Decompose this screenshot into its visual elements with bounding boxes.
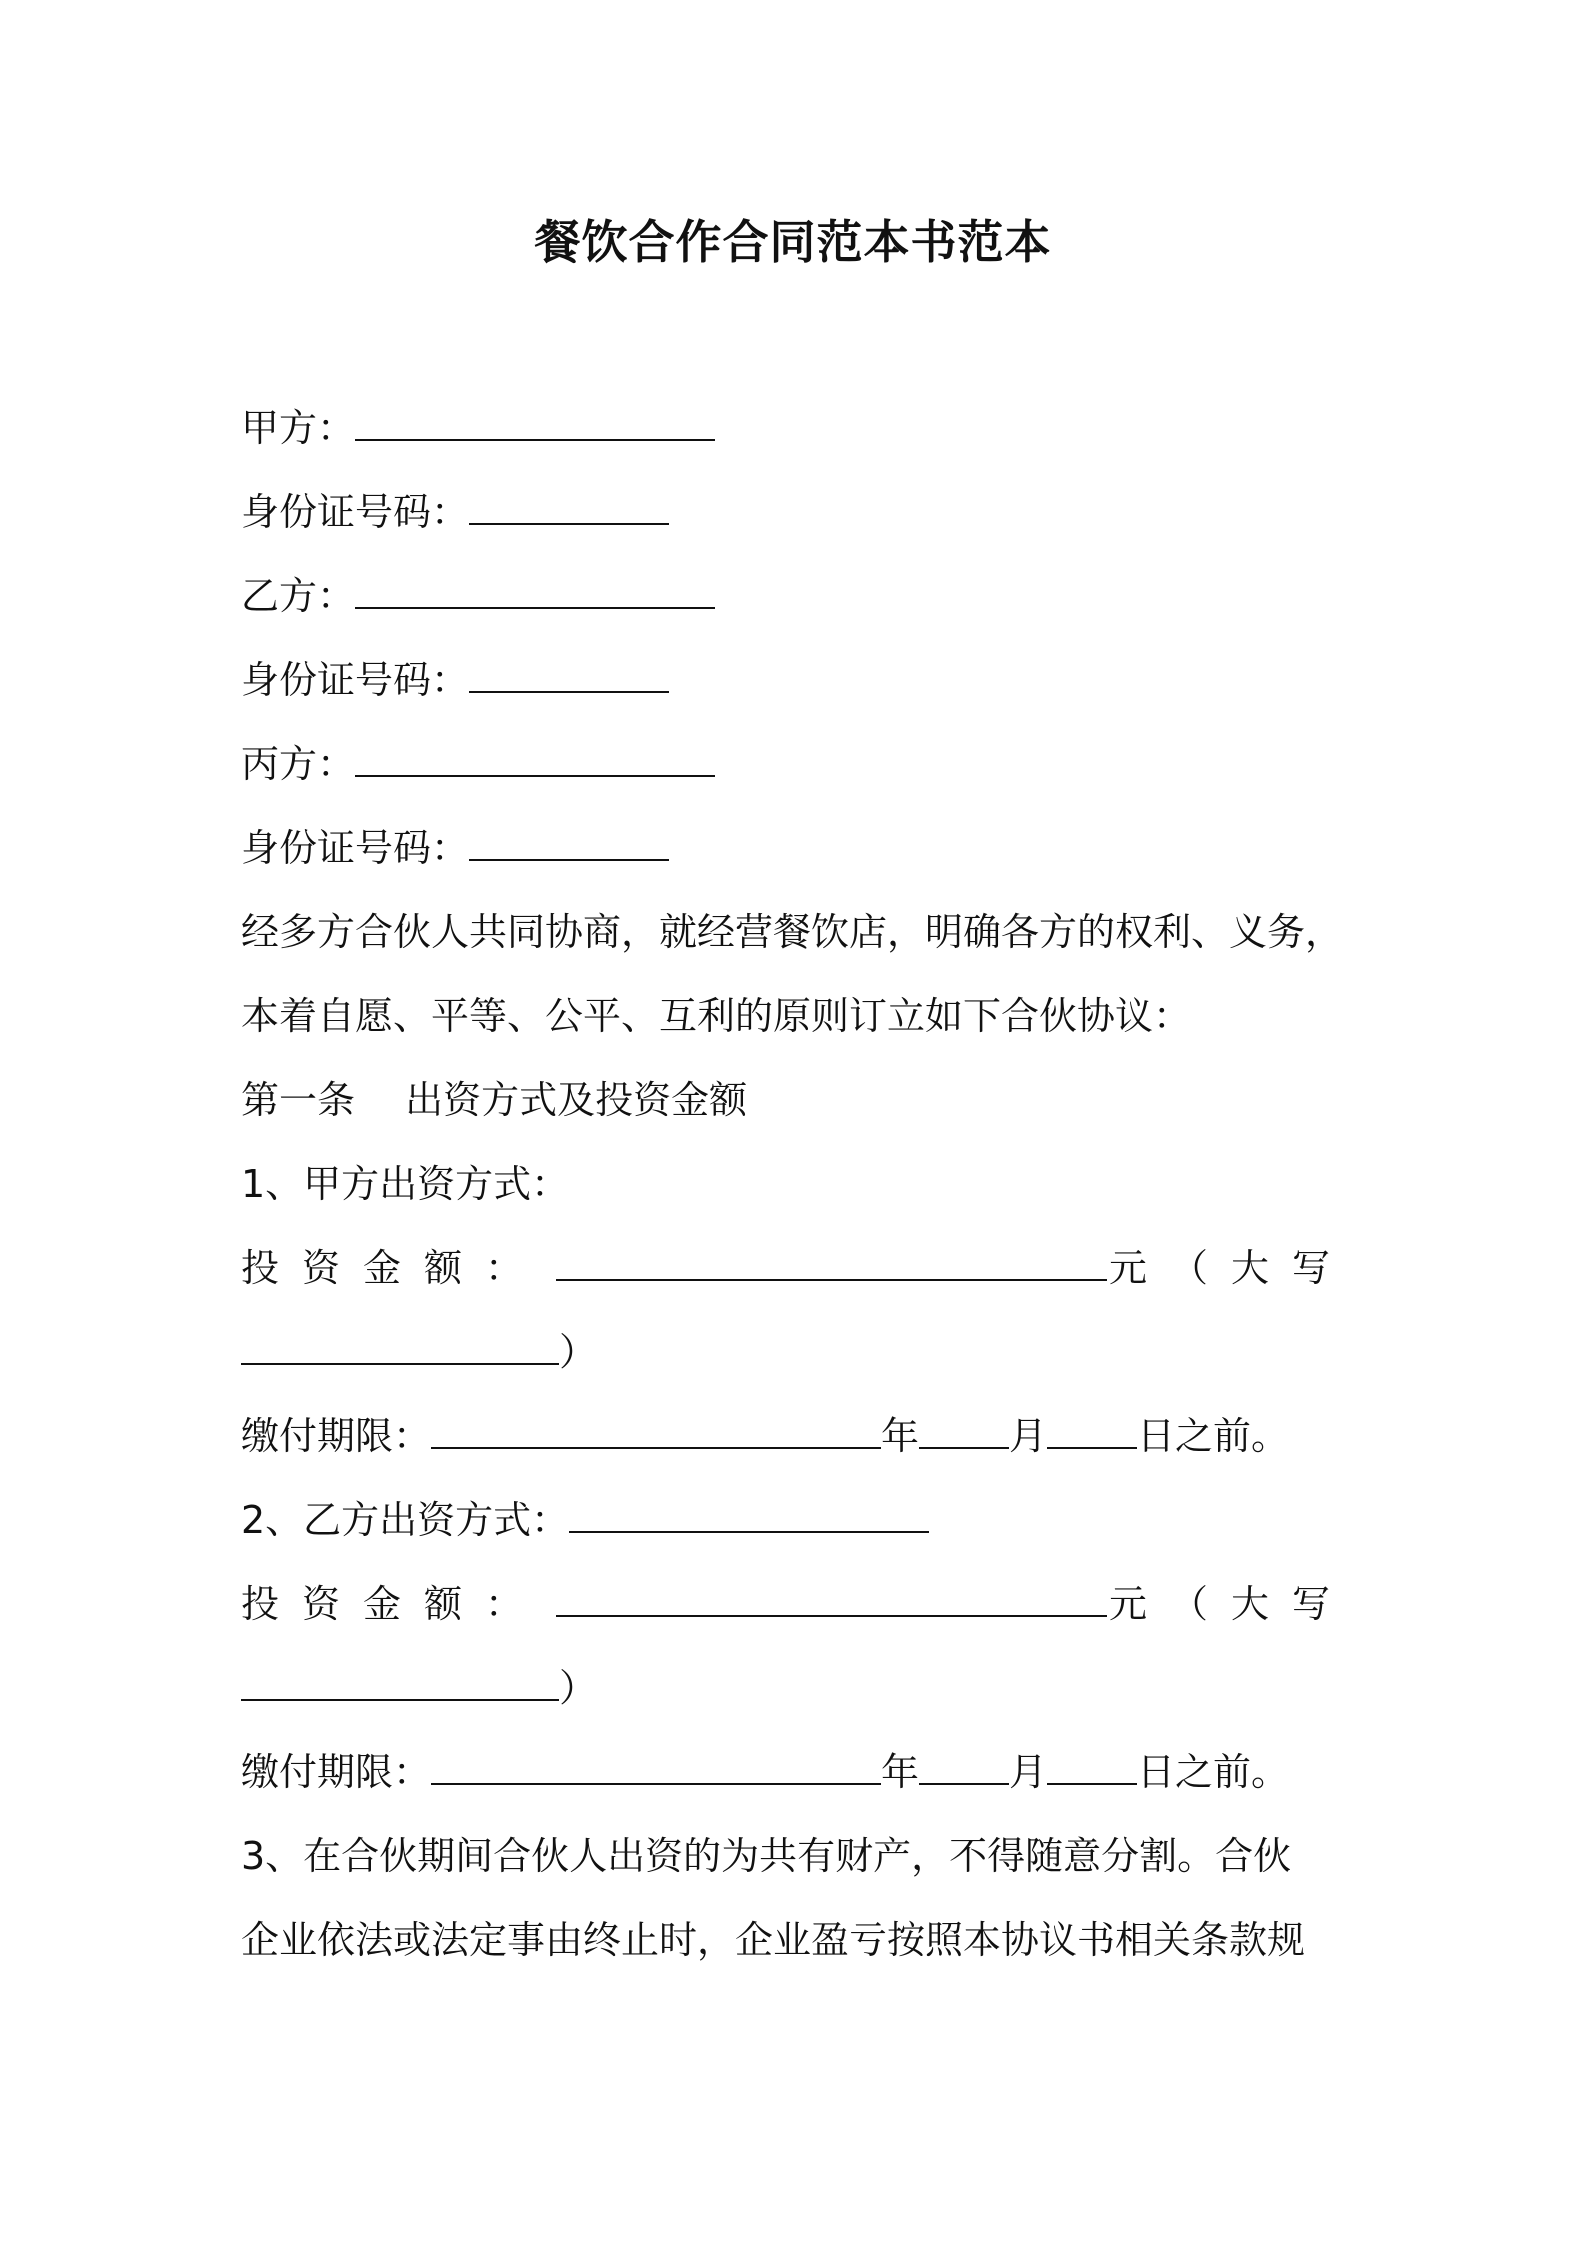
item2-month-blank[interactable] xyxy=(919,1747,1009,1785)
item2-amount-caps-blank[interactable] xyxy=(241,1663,559,1701)
item1-day: 日之前。 xyxy=(1137,1414,1290,1458)
item3-line-1: 3、在合伙期间合伙人出资的为共有财产，不得随意分割。合伙 xyxy=(241,1834,1292,1878)
item2-amount-blank[interactable] xyxy=(556,1579,1107,1617)
item2-month: 月 xyxy=(1009,1750,1048,1794)
item2-amount-close: ） xyxy=(559,1666,598,1710)
item1-deadline-label: 缴付期限： xyxy=(241,1414,432,1458)
party-a-blank[interactable] xyxy=(355,403,715,441)
item1-year: 年 xyxy=(881,1414,920,1458)
party-c-id-label: 身份证号码： xyxy=(241,826,470,870)
party-c-id-line xyxy=(241,823,669,873)
item1-year-blank[interactable] xyxy=(431,1411,881,1449)
item1-label: 1、甲方出资方式： xyxy=(241,1162,570,1206)
item1-month-blank[interactable] xyxy=(919,1411,1009,1449)
item2-amount-label: 投资金额： xyxy=(241,1582,547,1626)
item2-year: 年 xyxy=(881,1750,920,1794)
party-a-id-line xyxy=(241,487,669,537)
item1-amount-close: ） xyxy=(559,1330,598,1374)
intro-line-1: 经多方合伙人共同协商，就经营餐饮店，明确各方的权利、义务， xyxy=(241,910,1344,954)
item2-line xyxy=(241,1495,929,1545)
item1-amount-unit: 元（大写 xyxy=(1108,1246,1353,1290)
item2-day: 日之前。 xyxy=(1137,1750,1290,1794)
item1-amount-caps-blank[interactable] xyxy=(241,1327,559,1365)
item1-month: 月 xyxy=(1009,1414,1048,1458)
party-b-label: 乙方： xyxy=(241,574,356,618)
item2-amount-row xyxy=(241,1579,1353,1629)
party-b-id-line xyxy=(241,655,669,705)
party-b-line xyxy=(241,571,715,621)
party-c-line xyxy=(241,739,715,789)
item2-deadline-label: 缴付期限： xyxy=(241,1750,432,1794)
party-a-label: 甲方： xyxy=(241,406,356,450)
party-b-id-label: 身份证号码： xyxy=(241,658,470,702)
item2-deadline-line xyxy=(241,1747,1289,1797)
item1-deadline-line xyxy=(241,1411,1289,1461)
intro-line-2: 本着自愿、平等、公平、互利的原则订立如下合伙协议： xyxy=(241,994,1192,1038)
party-a-line xyxy=(241,403,715,453)
party-c-blank[interactable] xyxy=(355,739,715,777)
party-a-id-blank[interactable] xyxy=(469,487,669,525)
item3-line-2: 企业依法或法定事由终止时，企业盈亏按照本协议书相关条款规 xyxy=(241,1918,1306,1962)
item1-amount-label: 投资金额： xyxy=(241,1246,547,1290)
item1-amount-row xyxy=(241,1243,1353,1293)
item2-day-blank[interactable] xyxy=(1047,1747,1137,1785)
item1-amount-blank[interactable] xyxy=(556,1243,1107,1281)
item2-amount-unit: 元（大写 xyxy=(1108,1582,1353,1626)
item2-year-blank[interactable] xyxy=(431,1747,881,1785)
item2-label: 2、乙方出资方式： xyxy=(241,1498,570,1542)
party-c-label: 丙方： xyxy=(241,742,356,786)
party-a-id-label: 身份证号码： xyxy=(241,490,470,534)
article1-heading: 第一条 出资方式及投资金额 xyxy=(241,1078,748,1122)
party-b-blank[interactable] xyxy=(355,571,715,609)
document-title: 餐饮合作合同范本书范本 xyxy=(534,215,1052,269)
party-b-id-blank[interactable] xyxy=(469,655,669,693)
item1-day-blank[interactable] xyxy=(1047,1411,1137,1449)
item1-amount-caps-line xyxy=(241,1327,597,1377)
item2-method-blank[interactable] xyxy=(569,1495,929,1533)
item2-amount-caps-line xyxy=(241,1663,597,1713)
party-c-id-blank[interactable] xyxy=(469,823,669,861)
